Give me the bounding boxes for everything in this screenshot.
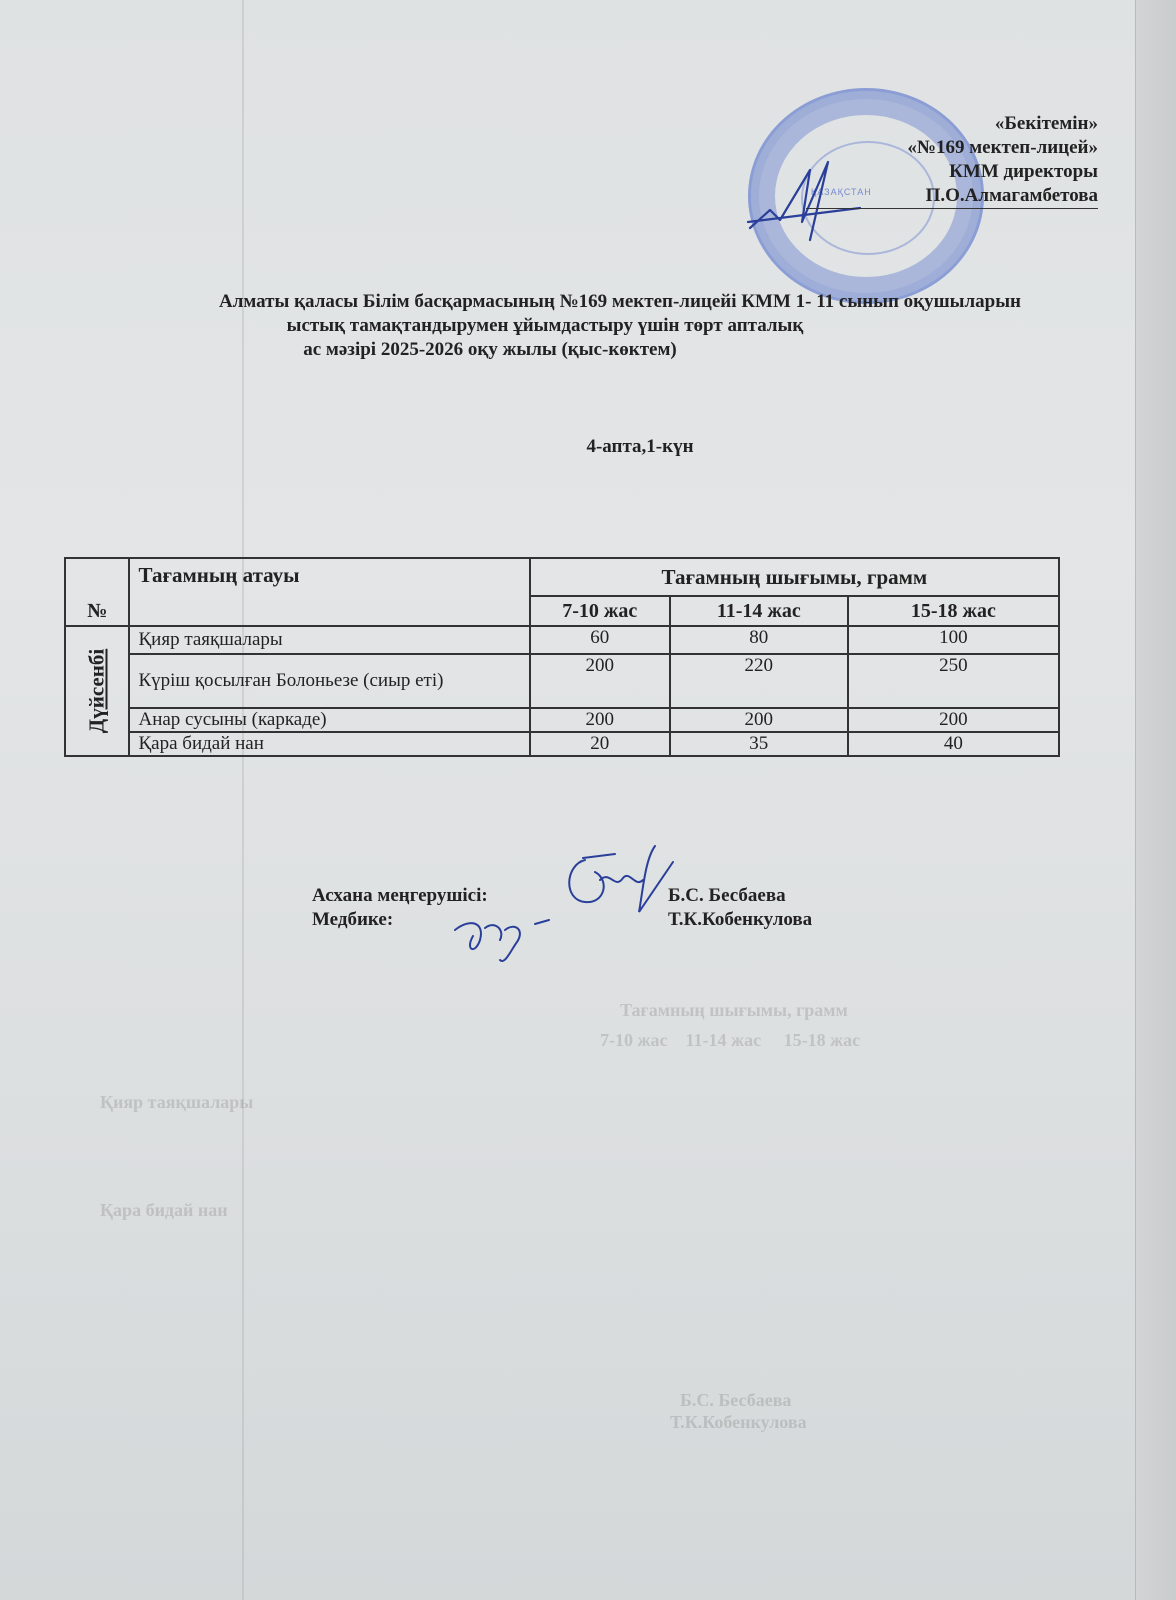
table-header-row	[65, 558, 1059, 596]
menu-table	[64, 557, 1060, 757]
paper-edge	[1135, 0, 1176, 1600]
week-day-label: 4-апта,1-күн	[586, 436, 694, 457]
approval-director-name: П.О.Алмагамбетова	[806, 184, 1098, 209]
yield-value: 250	[848, 654, 1059, 708]
dish-name: Анар сусыны (каркаде)	[129, 708, 529, 732]
approval-school: «№169 мектеп-лицей»	[907, 137, 1098, 158]
day-cell	[65, 626, 129, 756]
yield-value: 20	[530, 732, 670, 756]
yield-value: 100	[848, 626, 1059, 654]
yield-value: 60	[530, 626, 670, 654]
nurse-signature-icon	[445, 900, 565, 970]
signature-role: Асхана меңгерушісі:	[312, 885, 488, 906]
title-line-2: ыстық тамақтандырумен ұйымдастыру үшін төрт апталық	[286, 315, 804, 336]
yield-value: 200	[848, 708, 1059, 732]
paper-fold-line	[242, 0, 244, 1600]
yield-value: 200	[530, 708, 670, 732]
signature-name: Т.К.Кобенкулова	[668, 909, 813, 930]
column-header-age-15-18: 15-18 жас	[848, 596, 1059, 626]
dish-name: Қияр таяқшалары	[129, 626, 529, 654]
yield-value: 35	[670, 732, 848, 756]
yield-value: 80	[670, 626, 848, 654]
day-label: Дүйсенбі	[84, 648, 109, 734]
bleed-through-text: Тағамның шығымы, грамм	[620, 1000, 848, 1020]
table-row	[65, 626, 1059, 654]
column-header-dish-name: Тағамның атауы	[129, 558, 529, 626]
bleed-through-text: Қияр таяқшалары	[100, 1092, 254, 1112]
bleed-through-text: 7-10 жас 11-14 жас 15-18 жас	[600, 1030, 861, 1050]
approval-block	[806, 112, 1098, 209]
dish-name: Күріш қосылған Болоньезе (сиыр еті)	[129, 654, 529, 708]
column-header-age-11-14: 11-14 жас	[670, 596, 848, 626]
title-line-1: Алматы қаласы Білім басқармасының №169 мектеп-лицейі КММ 1- 11 сынып оқушыларын	[218, 291, 1022, 312]
approval-heading: «Бекітемін»	[994, 113, 1098, 134]
column-header-age-7-10: 7-10 жас	[530, 596, 670, 626]
table-row	[65, 708, 1059, 732]
bleed-through-text: Т.К.Кобенкулова	[670, 1412, 807, 1432]
table-row	[65, 732, 1059, 756]
stamp-label: ҚАЗАҚСТАН	[811, 187, 872, 197]
signature-role: Медбике:	[312, 909, 394, 930]
document-title	[90, 290, 1150, 362]
column-header-yield-group: Тағамның шығымы, грамм	[530, 558, 1059, 596]
signature-name: Б.С. Бесбаева	[668, 885, 786, 906]
yield-value: 200	[530, 654, 670, 708]
yield-value: 200	[670, 708, 848, 732]
yield-value: 220	[670, 654, 848, 708]
dish-name: Қара бидай нан	[129, 732, 529, 756]
title-line-3: ас мәзірі 2025-2026 оқу жылы (қыс-көктем)	[303, 339, 677, 360]
yield-value: 40	[848, 732, 1059, 756]
column-header-number: №	[65, 558, 129, 626]
table-row	[65, 654, 1059, 708]
bleed-through-text: Б.С. Бесбаева	[680, 1390, 792, 1410]
approval-position: КММ директоры	[949, 161, 1098, 182]
bleed-through-text: Қара бидай нан	[100, 1200, 228, 1220]
